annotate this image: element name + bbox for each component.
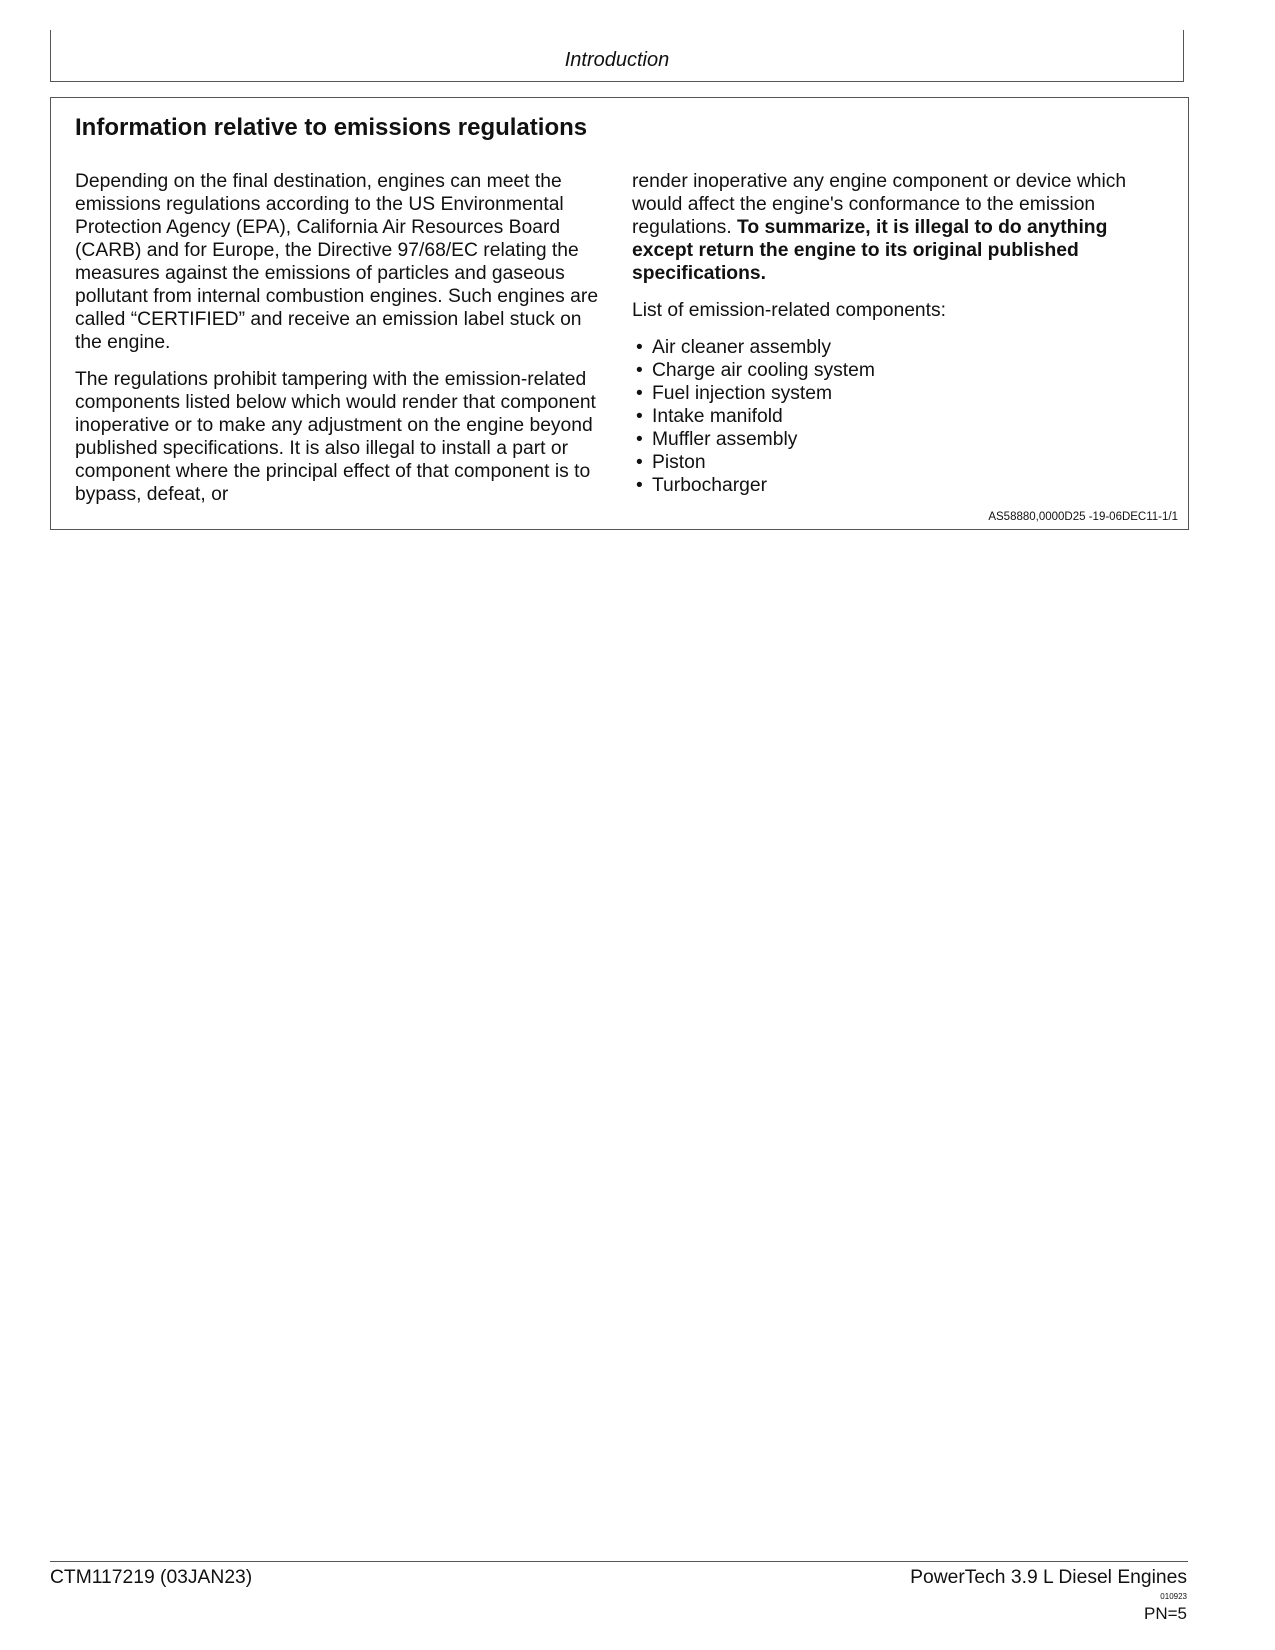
- page-number: PN=5: [1144, 1604, 1187, 1623]
- paragraph-tampering: The regulations prohibit tampering with the emission-related components listed below which would render that component inoperative or to make any adjustment on the engine beyond published specifications. It is also illegal to install a part or component where the principal effect of that component is to bypass, defeat, or: [75, 369, 596, 505]
- list-item: [632, 405, 1167, 428]
- footer-manual-title: PowerTech 3.9 L Diesel Engines: [910, 1567, 1187, 1588]
- summary-bold-text: To summarize, it is illegal to do anything except return the engine to its original published specifications.: [632, 217, 1108, 284]
- bullet-icon: •: [636, 337, 643, 358]
- bullet-icon: •: [636, 360, 643, 381]
- component-label: Muffler assembly: [652, 429, 798, 450]
- list-item: [632, 336, 1167, 359]
- left-column: [75, 170, 610, 520]
- list-item: [632, 474, 1167, 497]
- list-item: [632, 382, 1167, 405]
- footer-manual-id: CTM117219 (03JAN23): [50, 1567, 253, 1588]
- paragraph-certification: Depending on the final destination, engines can meet the emissions regulations according to the US Environmental Protection Agency (EPA), California Air Resources Board (CARB) and for Europe, the Directive 97/68/EC relating the measures against the emissions of particles and gaseous pollutant from internal combustion engines. Such engines are called “CERTIFIED” and receive an emission label stuck on the engine.: [75, 171, 599, 353]
- list-item: [632, 359, 1167, 382]
- document-reference: AS58880,0000D25 -19-06DEC11-1/1: [988, 511, 1178, 523]
- section-title: Information relative to emissions regulations: [75, 114, 588, 141]
- page-header: [50, 30, 1184, 82]
- bullet-icon: •: [636, 452, 643, 473]
- component-label: Turbocharger: [652, 475, 768, 496]
- bullet-icon: •: [636, 429, 643, 450]
- component-label: Piston: [652, 452, 706, 473]
- bullet-icon: •: [636, 475, 643, 496]
- components-list: [632, 336, 1167, 497]
- footer-code: 010923: [1160, 1592, 1187, 1601]
- paragraph-continuation: [632, 170, 1167, 285]
- component-label: Charge air cooling system: [652, 360, 875, 381]
- component-label: Air cleaner assembly: [652, 337, 831, 358]
- content-section: [50, 97, 1189, 530]
- bullet-icon: •: [636, 383, 643, 404]
- component-label: Fuel injection system: [652, 383, 833, 404]
- bullet-icon: •: [636, 406, 643, 427]
- component-label: Intake manifold: [652, 406, 783, 427]
- list-intro: List of emission-related components:: [632, 300, 947, 321]
- list-item: [632, 451, 1167, 474]
- list-item: [632, 428, 1167, 451]
- footer-divider: [50, 1561, 1188, 1562]
- right-column: [632, 170, 1167, 497]
- header-title: Introduction: [564, 49, 670, 71]
- continuation-text: render inoperative any engine component or device which would affect the engine's conformance to the emission regulations.: [632, 171, 1127, 238]
